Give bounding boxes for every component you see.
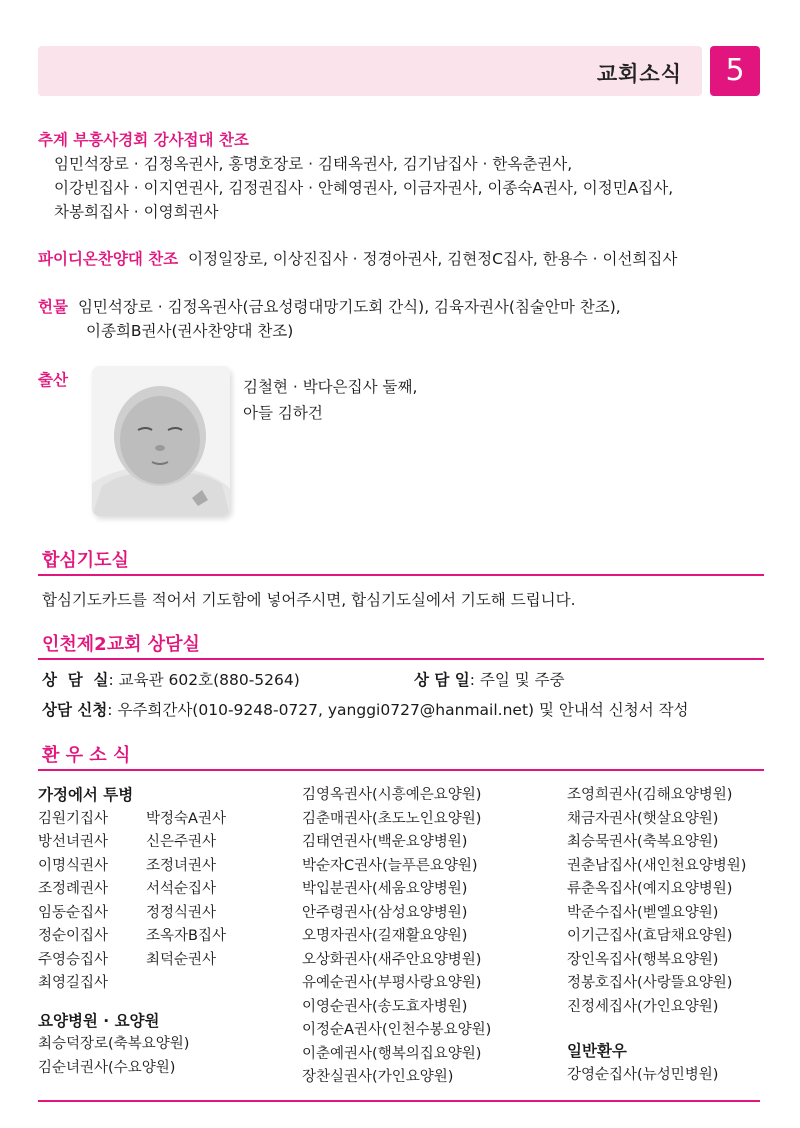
section-bueheung: [38, 128, 673, 224]
list-item: 오상화권사(새주안요양병원): [302, 951, 482, 968]
section-heonmul: [38, 295, 621, 343]
list-item: 장찬실권사(가인요양원): [302, 1069, 454, 1085]
counsel-day-value: : 주일 및 주중: [469, 671, 565, 689]
counsel-room-value: : 교육관 602호(880-5264): [108, 671, 300, 689]
list-item: 박순자C권사(늘푸른요양원): [302, 857, 478, 874]
counsel-apply-label: 상담 신청: [42, 701, 108, 719]
list-item: 방선녀권사 신은주권사: [38, 834, 217, 850]
list-item: 조영희권사(김해요양병원): [567, 787, 733, 803]
list-item: 김태연권사(백운요양병원): [302, 834, 468, 850]
list-item: 박입분권사(세움요양병원): [302, 881, 468, 897]
text-line: 이정일장로, 이상진집사 · 정경아권사, 김현정C집사, 한용수 · 이선희집사: [188, 250, 678, 268]
list-item: 조정례권사 서석순집사: [38, 881, 217, 897]
list-item: 장인옥집사(행복요양원): [567, 951, 719, 968]
list-item: 강영순집사(뉴성민병원): [567, 1066, 719, 1083]
list-item: 이영순권사(송도효자병원): [302, 998, 468, 1015]
list-item: 김춘매권사(초도노인요양원): [302, 810, 482, 827]
counsel-room-label: 상 담 실: [42, 671, 109, 689]
list-item: 진정세집사(가인요양원): [567, 998, 719, 1015]
counsel-day: [414, 668, 565, 690]
list-item: 김순녀권사(수요양원): [38, 1059, 176, 1076]
prayer-text: 합심기도카드를 적어서 기도함에 넣어주시면, 합심기도실에서 기도해 드립니다.: [42, 591, 576, 609]
list-item: 안주령권사(삼성요양병원): [302, 904, 468, 921]
section-paidion: [38, 247, 677, 271]
list-item: 최승묵권사(축복요양원): [567, 834, 719, 850]
text-line: 이강빈집사 · 이지연권사, 김정권집사 · 안혜영권사, 이금자권사, 이종숙A권사, 이정민A집사,: [54, 179, 674, 197]
text-line: 이종희B권사(권사찬양대 찬조): [86, 322, 294, 340]
counsel-day-label: 상 담 일: [414, 671, 470, 689]
patients-col-3: [567, 784, 746, 1087]
counsel-heading: 인천제2교회 상담실: [38, 630, 764, 660]
text-line: 임민석장로 · 김정옥권사, 홍명호장로 · 김태옥권사, 김기남집사 · 한옥춘권사,: [54, 155, 573, 173]
list-item: 이기근집사(효담채요양원): [567, 928, 733, 944]
counsel-room: [42, 668, 300, 690]
text-line: 김철현 · 박다은집사 둘째,: [243, 378, 418, 396]
list-item: 정봉호집사(사랑뜰요양원): [567, 975, 733, 991]
section-title: 파이디온찬양대 찬조: [38, 250, 179, 268]
list-item: 박준수집사(벧엘요양원): [567, 904, 719, 921]
section-birth-title: [38, 368, 68, 392]
list-item: 이정순A권사(인천수봉요양원): [302, 1022, 492, 1038]
section-title: 출산: [38, 371, 68, 389]
list-item: 임동순집사 정정식권사: [38, 904, 217, 921]
birth-text: [243, 374, 417, 426]
bottom-divider: [38, 1100, 760, 1102]
prayer-heading: 합심기도실: [38, 546, 764, 576]
page-number: 5: [710, 46, 760, 96]
list-item: 김영옥권사(시흥예은요양원): [302, 787, 482, 803]
list-item: 김원기집사 박정숙A권사: [38, 810, 226, 827]
patients-col-1: [38, 784, 254, 1080]
patients-heading: 환 우 소 식: [38, 741, 764, 771]
subhead-general: 일반환우: [567, 1042, 627, 1060]
list-item: 권춘남집사(새인천요양병원): [567, 857, 747, 874]
text-line: 차봉희집사 · 이영희권사: [54, 203, 219, 221]
list-item: 주영승집사 최덕순권사: [38, 951, 217, 968]
list-item: 이명식권사 조정녀권사: [38, 857, 217, 874]
list-item: 이춘예권사(행복의집요양원): [302, 1045, 482, 1062]
section-title: 헌물: [38, 298, 68, 316]
list-item: 최승덕장로(축복요양원): [38, 1036, 190, 1052]
counsel-apply-value: : 우주희간사(010-9248-0727, yanggi0727@hanmail.net) 및 안내석 신청서 작성: [107, 701, 689, 719]
text-line: 아들 김하건: [243, 404, 323, 422]
list-item: 채금자권사(햇살요양원): [567, 810, 719, 827]
counsel-apply: [42, 698, 689, 720]
list-item: 유예순권사(부평사랑요양원): [302, 975, 482, 991]
section-title: 추계 부흥사경회 강사접대 찬조: [38, 131, 249, 149]
text-line: 임민석장로 · 김정옥권사(금요성령대망기도회 간식), 김육자권사(침술안마 찬조),: [77, 298, 621, 316]
list-item: 정순이집사 조옥자B집사: [38, 928, 226, 944]
baby-photo: [92, 366, 230, 516]
patients-col-2: [302, 784, 491, 1090]
list-item: 류춘옥집사(예지요양병원): [567, 881, 733, 897]
subhead-home: 가정에서 투병: [38, 786, 134, 804]
list-item: 오명자권사(길재활요양원): [302, 928, 468, 944]
list-item: 최영길집사: [38, 975, 109, 991]
subhead-nursing: 요양병원 · 요양원: [38, 1011, 160, 1030]
page-title: 교회소식: [596, 62, 682, 86]
